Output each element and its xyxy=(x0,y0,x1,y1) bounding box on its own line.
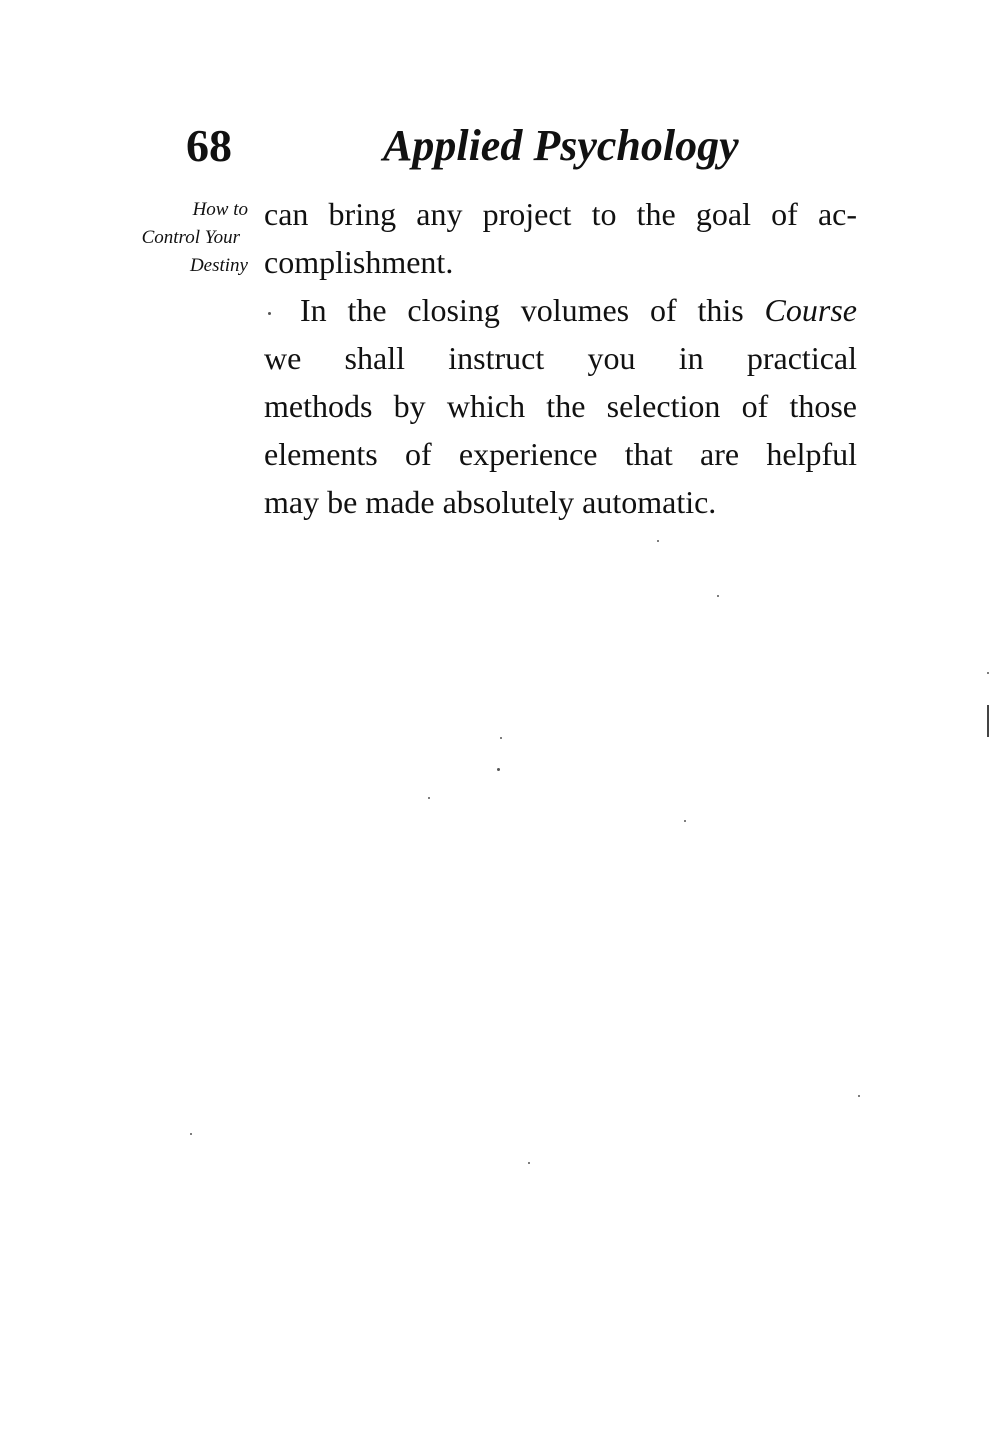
scan-speck xyxy=(268,312,271,315)
emphasis-course: Course xyxy=(764,292,857,328)
text-line xyxy=(264,286,857,334)
margin-note xyxy=(142,196,248,280)
scan-speck xyxy=(428,797,430,799)
paragraph xyxy=(264,286,857,526)
margin-note-line: How to xyxy=(192,199,248,220)
body-text xyxy=(264,190,857,526)
scan-speck xyxy=(717,595,719,597)
text-line: can bring any project to the goal of ac- xyxy=(264,196,857,232)
margin-note-line: Control Your xyxy=(141,227,240,248)
text-line: may be made absolutely automatic. xyxy=(264,484,717,520)
text-line: elements of experience that are helpful xyxy=(264,436,857,472)
margin-note-line: Destiny xyxy=(189,255,248,276)
scan-speck xyxy=(528,1162,530,1164)
scan-speck xyxy=(987,672,989,674)
page-number: 68 xyxy=(186,120,232,171)
text-line: we shall instruct you in practical xyxy=(264,340,857,376)
scan-speck xyxy=(858,1095,860,1097)
scan-speck xyxy=(190,1133,192,1135)
scan-speck xyxy=(500,737,502,739)
text-line: methods by which the selection of those xyxy=(264,388,857,424)
paragraph xyxy=(264,190,857,286)
running-title: Applied Psychology xyxy=(383,121,739,170)
text-run: In the closing volumes of this xyxy=(300,292,765,328)
scan-speck xyxy=(657,540,659,542)
scan-speck xyxy=(497,768,500,771)
scan-speck xyxy=(684,820,686,822)
scan-edge-mark xyxy=(987,705,989,737)
text-line: complishment. xyxy=(264,244,454,280)
